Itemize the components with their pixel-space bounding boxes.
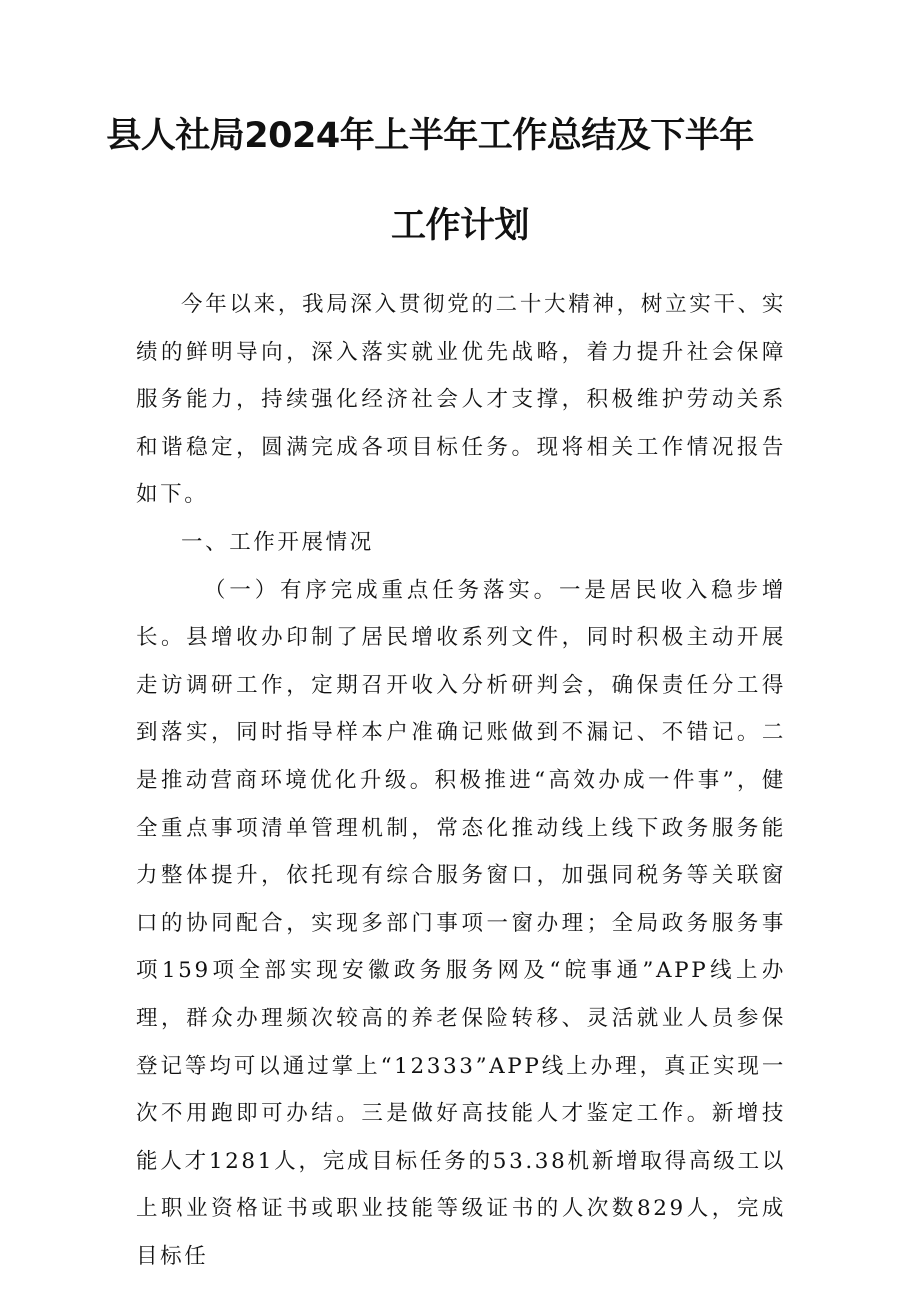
title-line-1: 县人社局2024年上半年工作总结及下半年 <box>106 116 754 156</box>
intro-paragraph: 今年以来，我局深入贯彻党的二十大精神，树立实干、实绩的鲜明导向，深入落实就业优先战略，着力提升社会保障服务能力，持续强化经济社会人才支撑，积极维护劳动关系和谐稳定，圆满完成各项目标任务。现将相关工作情况报告如下。 <box>136 292 786 508</box>
section-heading: 一、工作开展情况 <box>181 529 374 555</box>
title-line-2: 工作计划 <box>390 206 529 246</box>
body-paragraph: （一）有序完成重点任务落实。一是居民收入稳步增长。县增收办印制了居民增收系列文件，同时积极主动开展走访调研工作，定期召开收入分析研判会，确保责任分工得到落实，同时指导样本户准确记账做到不漏记、不错记。二是推动营商环境优化升级。积极推进“高效办成一件事”，健全重点事项清单管理机制，常态化推动线上线下政务服务能力整体提升，依托现有综合服务窗口，加强同税务等关联窗口的协同配合，实现多部门事项一窗办理；全局政务服务事项159项全部实现安徽政务服务网及“皖事通”APP线上办理，群众办理频次较高的养老保险转移、灵活就业人员参保登记等均可以通过掌上“12333”APP线上办理，真正实现一次不用跑即可办结。三是做好高技能人才鉴定工作。新增技能人才1281人，完成目标任务的53.38机新增取得高级工以上职业资格证书或职业技能等级证书的人次数829人，完成目标任 <box>136 577 786 1269</box>
document-body <box>136 281 786 1280</box>
